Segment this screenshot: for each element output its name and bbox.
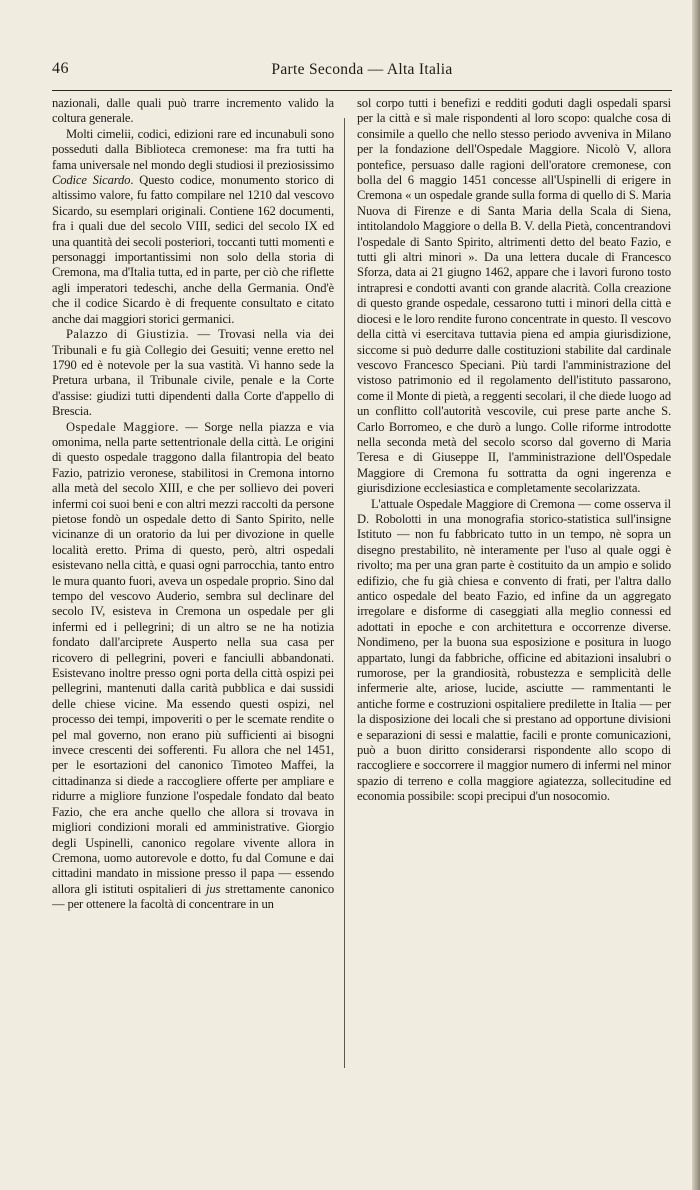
- page-edge-shadow: [692, 0, 700, 1190]
- header-rule: [52, 90, 672, 91]
- running-head: Parte Seconda — Alta Italia: [271, 61, 453, 78]
- page-number: 46: [52, 60, 69, 77]
- paragraph-text: . Questo codice, monumento storico di altissimo valore, fu fatto compilare nel 1210 dal vescovo Sicardo, su esemplari originali. Contiene 162 documenti, fra i quali due del secolo VIII, sedici del secolo IX ed una quantità dei secoli posteriori, toccanti tutti momenti e personaggi importantissimi non solo della storia di Cremona, ma d'Italia tutta, ed in parte, per ciò che riflette agli imperatori tedeschi, anche della Germania. Ond'è che il codice Sicardo è di frequente consultato e citato anche dai maggiori storici germanici.: [52, 173, 334, 326]
- paragraph-palazzo-giustizia: [52, 327, 334, 419]
- paragraph-text: — Sorge nella piazza e via omonima, nella parte settentrionale della città. Le origini di questo ospedale traggono dalla filantropia del beato Fazio, patrizio veronese, stabilitosi in Cremona intorno alla metà del secolo XIII, e che per sollievo dei poveri infermi coi suoi beni e con altri mezzi raccolti da persone pietose fondò un ospedale detto di Santo Spirito, nelle vicinanze di un oratorio da lui per divozione in quelle località eretto. Prima di questo, però, altri ospedali esistevano nella città, e quasi ogni parrocchia, tanto entro le mura quanto fuori, aveva un ospedale proprio. Sino dal tempo del vescovo Auderio, sembra sul declinare del secolo IV, esisteva in Cremona un ospedale per gli infermi ed i pellegrini; di un altro se ne ha notizia fondato dall'arciprete Ausperto nella sua casa per ricovero di pellegrini, poveri e fanciulli abbandonati. Esistevano inoltre presso ogni porta della città ospizi pei pellegrini, mantenuti dalla carità pubblica e dai sussidi delle chiese vicine. Ma essendo questi ospizi, nel processo dei tempi, impoveriti o per le scemate rendite o pel mal governo, non erano più sufficienti ai bisogni invece crescenti dei sofferenti. Fu allora che nel 1451, per le esortazioni del canonico Timoteo Maffei, la cittadinanza si diede a raccogliere offerte per ampliare e ridurre a migliore funzione l'ospedale fondato dal beato Fazio, che era anche quello che allora si trovava in migliori condizioni morali ed amministrative. Giorgio degli Uspinelli, canonico regolare vivente allora in Cremona, uomo autorevole e dotto, fu dal Comune e dai cittadini mandato in missione presso il papa — essendo allora gli istituti ospitalieri di: [52, 419, 334, 896]
- paragraph-ospedale-maggiore: [52, 420, 334, 913]
- column-divider: [344, 118, 345, 1068]
- section-heading: Ospedale Maggiore.: [66, 419, 179, 434]
- paragraph-text: Molti cimelii, codici, edizioni rare ed incunabuli sono posseduti dalla Biblioteca cremonese: ma fra tutti ha fama universale nel mondo degli studiosi il preziosissimo: [52, 126, 334, 172]
- paragraph-continuation: sol corpo tutti i benefizi e redditi goduti dagli ospedali sparsi per la città e sì male rispondenti al loro scopo: qualche cosa di consimile a quello che nello stesso periodo avveniva in Milano per la fondazione dell'Ospedale Maggiore. Nicolò V, allora pontefice, persuaso dalle ragioni dell'oratore cremonese, con bolla del 6 maggio 1451 concesse all'Uspinelli di erigere in Cremona « un ospedale grande sulla forma di quello di S. Maria Nuova di Firenze e di Santa Maria della Scala di Siena, intitolandolo Maggiore o della B. V. della Pietà, concentrandovi l'ospedale di Santo Spirito, altrimenti detto del beato Fazio, e tutti gli altri minori ». Da una lettera ducale di Francesco Sforza, data ai 21 giugno 1462, appare che i lavori furono tosto intrapresi e condotti avanti con grande alacrità. Colla creazione di questo grande ospedale, cessarono tutti i minori della città e diocesi e le loro rendite furono concentrate in questo. Il vescovo della città vi esercitava tuttavia piena ed ampia giurisdizione, siccome si può dedurre dalle costituzioni stabilite dal cardinale vescovo Francesco Speciani. Più tardi l'amministrazione del vistoso patrimonio ed il regolamento dell'istituto passarono, come il Monte di pietà, a reggenti secolari, il che diede luogo ad un conflitto coll'autorità vescovile, cui prese parte anche S. Carlo Borromeo, e che durò a lungo. Colle riforme introdotte nella seconda metà del secolo scorso dal governo di Maria Teresa e di Giuseppe II, l'amministrazione dell'Ospedale Maggiore di Cremona fu sottratta da ogni ingerenza e giurisdizione ecclesiastica e completamente secolarizzata.: [357, 96, 671, 496]
- section-heading: Palazzo di Giustizia.: [66, 327, 190, 342]
- paragraph-attuale-ospedale: L'attuale Ospedale Maggiore di Cremona — come osserva il D. Robolotti in una monografia storico-statistica sull'insigne Istituto — non fu fabbricato tutto in un tempo, nè sopra un disegno prestabilito, nè interamente per l'uso al quale oggi è rivolto; ma per una gran parte è costituito da un ampio e solido edifizio, che fu già chiesa e convento di frati, per l'altra dallo antico ospedale del beato Fazio, ed infine da un aggregato irregolare e disforme di caseggiati alla meglio connessi ed adottati in epoche e con architettura e occorrenze diverse. Nondimeno, per la buona sua esposizione e positura in luogo appartato, lungi da fabbriche, officine ed abitazioni insalubri o rumorose, per la grandiosità, robustezza e semplicità delle infermerie alte, ariose, lucide, asciutte — rammentanti le antiche forme e costruzioni ospitaliere predilette in Italia — per la disposizione dei locali che si prestano ad opportune divisioni e separazioni di sessi e malattie, facili e pronte comunicazioni, può a buon diritto considerarsi rispondente allo scopo di raccogliere e soccorrere il maggior numero di infermi nel minor spazio di terreno e colla maggiore agiatezza, sollecitudine ed economia possibile: scopi precipui d'un nosocomio.: [357, 496, 671, 804]
- paragraph-codici: [52, 127, 334, 327]
- paragraph-text: strettamente canonico — per ottenere la facoltà di concentrare in un: [52, 881, 334, 912]
- latin-term-italic: jus: [206, 881, 221, 896]
- book-title-italic: Codice Sicardo: [52, 173, 131, 188]
- paragraph-continuation: nazionali, dalle quali può trarre incremento valido la coltura generale.: [52, 96, 334, 126]
- left-column: [52, 96, 334, 913]
- right-column: [357, 96, 671, 805]
- page-header: [52, 60, 672, 84]
- paragraph-text: — Trovasi nella via dei Tribunali e fu già Collegio dei Gesuiti; venne eretto nel 1790 ed è notevole per la sua vastità. Vi hanno sede la Pretura urbana, il Tribunale civile, penale e la Corte d'assise: giudizi tutti dipendenti dalla Corte d'appello di Brescia.: [52, 327, 334, 419]
